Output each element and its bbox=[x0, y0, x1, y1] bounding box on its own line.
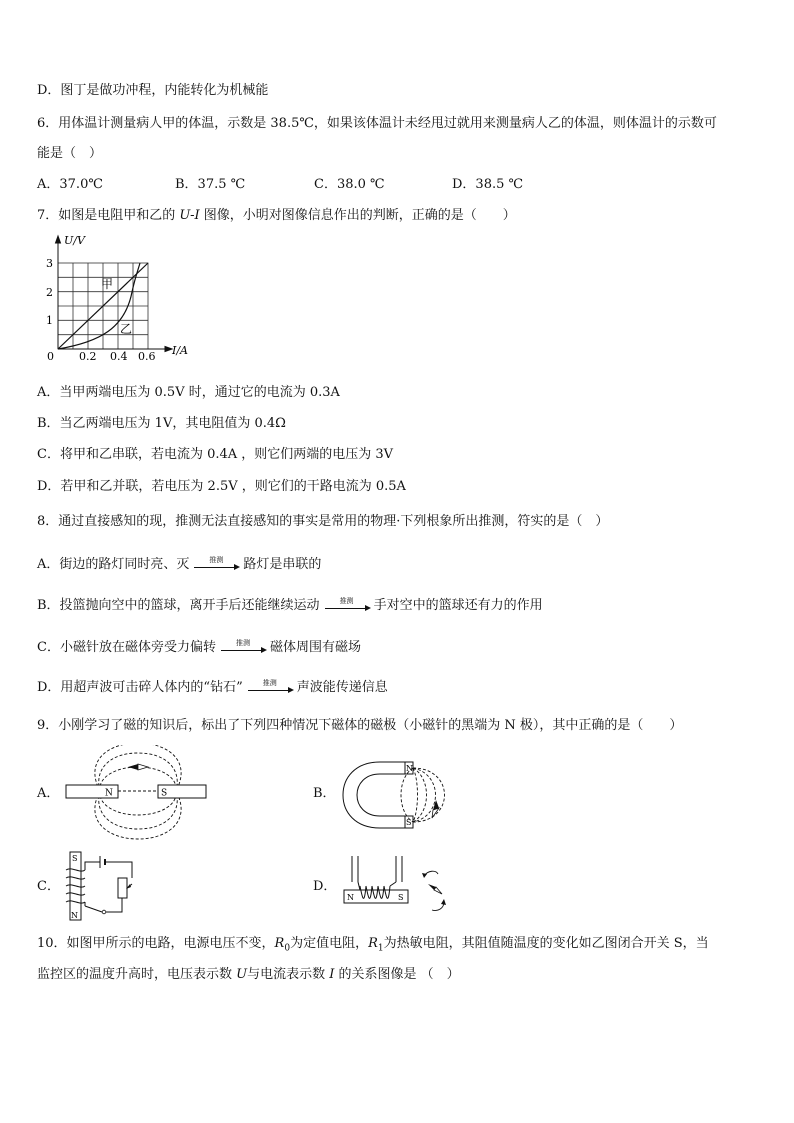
q7-graph-origin: 0 bbox=[47, 350, 54, 363]
q7-option-d: D．若甲和乙并联，若电压为 2.5V ，则它们的干路电流为 0.5A bbox=[37, 479, 406, 494]
q8-a-conclusion: 路灯是串联的 bbox=[243, 557, 322, 572]
q6-option-a: A．37.0℃ bbox=[37, 177, 103, 192]
q7-graph-xlabel: I/A bbox=[172, 344, 188, 357]
pole-s-label: S bbox=[161, 788, 168, 799]
q10-r0-sub: 0 bbox=[284, 943, 291, 954]
inference-arrow-icon: 推测 bbox=[219, 641, 267, 655]
q7-graph-x-arrow bbox=[165, 347, 172, 352]
q9-stem: 9．小刚学习了磁的知识后，标出了下列四种情况下磁体的磁极（小磁针的黑端为 N 极），其中正确的是（ ） bbox=[37, 718, 683, 733]
inference-arrow-icon: 推测 bbox=[192, 558, 240, 572]
q9-figure-a-bar-magnet bbox=[58, 745, 218, 840]
q8-b-conclusion: 手对空中的篮球还有力的作用 bbox=[373, 598, 543, 613]
q10-i: I bbox=[329, 967, 335, 982]
q7-graph-xtick-04: 0.4 bbox=[110, 350, 128, 363]
q8-a-premise: A．街边的路灯同时亮、灭 bbox=[37, 557, 190, 572]
q9-figure-b-horseshoe-magnet bbox=[335, 750, 460, 845]
q7-graph-label-yi: 乙 bbox=[120, 322, 133, 336]
q7-stem-post: 图像，小明对图像信息作出的判断，正确的是（ ） bbox=[199, 208, 516, 223]
pole-n-label: N bbox=[347, 893, 354, 902]
q7-stem bbox=[37, 207, 516, 225]
q6-stem-line2: 能是（ ） bbox=[37, 146, 103, 161]
q5-option-d: D．图丁是做功冲程，内能转化为机械能 bbox=[37, 83, 269, 98]
q7-stem-var: U-I bbox=[179, 208, 200, 223]
q6-option-b: B．37.5 ℃ bbox=[175, 177, 246, 192]
q10-stem-line2 bbox=[37, 966, 460, 984]
q9-option-d-label: D． bbox=[313, 879, 337, 894]
q10-u: U bbox=[236, 967, 248, 982]
q10-text: 为热敏电阻，其阻值随温度的变化如乙图闭合开关 S，当 bbox=[383, 936, 709, 951]
q7-option-b: B．当乙两端电压为 1V，其电阻值为 0.4Ω bbox=[37, 416, 286, 431]
inference-arrow-icon: 推测 bbox=[323, 599, 371, 613]
inference-arrow-icon: 推测 bbox=[246, 681, 294, 695]
q8-option-c bbox=[37, 639, 361, 657]
compass-needle-icon bbox=[428, 884, 442, 894]
rheostat-icon bbox=[118, 878, 127, 898]
q7-graph-ytick-3: 3 bbox=[46, 257, 53, 270]
q10-text: 的关系图像是 （ ） bbox=[334, 967, 460, 982]
q10-text: 10．如图甲所示的电路，电源电压不变， bbox=[37, 936, 275, 951]
pole-s-label: S bbox=[72, 854, 78, 863]
q8-d-conclusion: 声波能传递信息 bbox=[296, 680, 388, 695]
q10-stem-line1 bbox=[37, 935, 709, 958]
q8-c-premise: C．小磁针放在磁体旁受力偏转 bbox=[37, 640, 216, 655]
pole-s-label: S bbox=[406, 818, 412, 827]
q7-graph-label-jia: 甲 bbox=[101, 277, 114, 291]
q6-option-d: D．38.5 ℃ bbox=[452, 177, 524, 192]
pole-n-label: N bbox=[406, 764, 413, 773]
q7-graph-xtick-06: 0.6 bbox=[138, 350, 156, 363]
q8-b-premise: B．投篮抛向空中的篮球，离开手后还能继续运动 bbox=[37, 598, 320, 613]
q6-option-c: C．38.0 ℃ bbox=[314, 177, 385, 192]
q7-option-a: A．当甲两端电压为 0.5V 时，通过它的电流为 0.3A bbox=[37, 385, 340, 400]
q7-option-c: C．将甲和乙串联，若电流为 0.4A ，则它们两端的电压为 3V bbox=[37, 447, 394, 462]
compass-needle-icon bbox=[432, 800, 439, 818]
q8-d-premise: D．用超声波可击碎人体内的“钻石” bbox=[37, 680, 243, 695]
q9-option-b-label: B． bbox=[313, 786, 336, 801]
q7-graph-ylabel: U/V bbox=[64, 234, 85, 247]
q7-stem-pre: 7．如图是电阻甲和乙的 bbox=[37, 208, 180, 223]
q7-graph-y-arrow bbox=[56, 236, 61, 243]
battery-icon bbox=[100, 856, 105, 868]
pole-n-label: N bbox=[105, 788, 113, 799]
q8-option-b bbox=[37, 597, 543, 615]
q10-text: 为定值电阻， bbox=[290, 936, 369, 951]
q10-r1-sub: 1 bbox=[377, 943, 384, 954]
pole-n-label: N bbox=[71, 911, 78, 920]
q8-option-d bbox=[37, 679, 388, 697]
q8-option-a bbox=[37, 556, 321, 574]
q9-option-a-label: A． bbox=[37, 786, 60, 801]
q8-stem: 8．通过直接感知的现，推测无法直接感知的事实是常用的物理·下列根象所出推测，符实的是（ ） bbox=[37, 514, 609, 529]
q8-c-conclusion: 磁体周围有磁场 bbox=[269, 640, 361, 655]
q10-text: 监控区的温度升高时，电压表示数 bbox=[37, 967, 237, 982]
q9-figure-d-solenoid bbox=[340, 852, 455, 918]
q7-graph-ytick-2: 2 bbox=[46, 286, 53, 299]
q10-r0: R bbox=[274, 936, 285, 951]
q9-option-c-label: C． bbox=[37, 879, 60, 894]
q6-stem-line1: 6．用体温计测量病人甲的体温，示数是 38.5℃，如果该体温计未经甩过就用来测量病人乙的体温，则体温计的示数可 bbox=[37, 116, 717, 131]
horseshoe-magnet bbox=[343, 762, 413, 828]
pole-s-label: S bbox=[398, 893, 404, 902]
q9-figure-c-electromagnet bbox=[62, 848, 142, 926]
q7-ui-graph bbox=[40, 230, 200, 365]
q7-graph-ytick-1: 1 bbox=[46, 314, 53, 327]
compass-needle-icon bbox=[128, 764, 148, 770]
q10-r1: R bbox=[368, 936, 378, 951]
q10-text: 与电流表示数 bbox=[247, 967, 330, 982]
q7-graph-xtick-02: 0.2 bbox=[79, 350, 97, 363]
